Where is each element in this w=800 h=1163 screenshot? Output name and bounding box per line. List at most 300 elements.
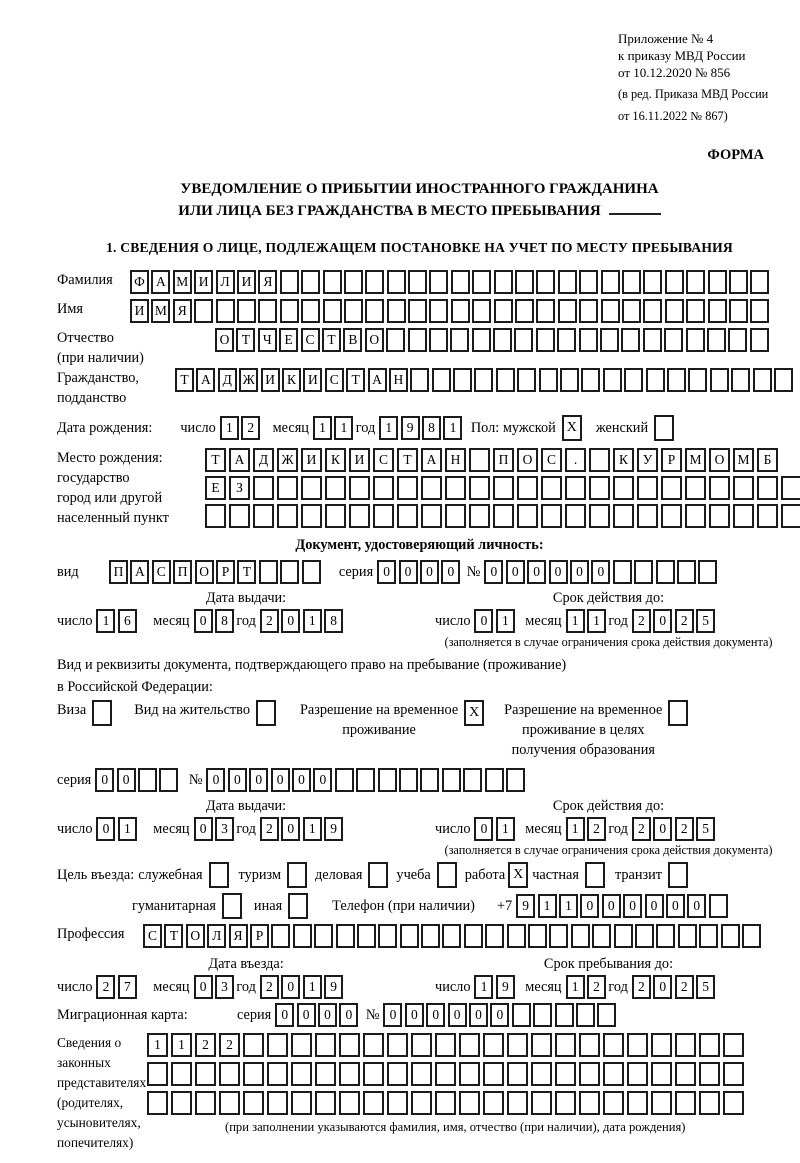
- char-cell[interactable]: [742, 924, 761, 948]
- char-cell[interactable]: 0: [570, 560, 589, 584]
- char-cell[interactable]: [435, 1033, 456, 1057]
- char-cell[interactable]: [733, 476, 754, 500]
- char-cell[interactable]: [627, 1062, 648, 1086]
- char-cell[interactable]: [195, 1062, 216, 1086]
- char-cell[interactable]: [643, 328, 662, 352]
- char-cell[interactable]: [363, 1062, 384, 1086]
- char-cell[interactable]: [315, 1033, 336, 1057]
- char-cell[interactable]: 0: [95, 768, 114, 792]
- char-cell[interactable]: 8: [215, 609, 234, 633]
- char-cell[interactable]: [512, 1003, 531, 1027]
- char-cell[interactable]: 9: [324, 975, 343, 999]
- char-cell[interactable]: [558, 299, 577, 323]
- char-cell[interactable]: [445, 504, 466, 528]
- char-cell[interactable]: 1: [118, 817, 137, 841]
- purpose-tourism-checkbox[interactable]: [287, 862, 307, 888]
- char-cell[interactable]: И: [194, 270, 213, 294]
- char-cell[interactable]: [216, 299, 235, 323]
- char-cell[interactable]: [536, 270, 555, 294]
- char-cell[interactable]: [243, 1091, 264, 1115]
- char-cell[interactable]: [560, 368, 579, 392]
- char-cell[interactable]: О: [365, 328, 384, 352]
- char-cell[interactable]: 1: [147, 1033, 168, 1057]
- char-cell[interactable]: [410, 368, 429, 392]
- char-cell[interactable]: [685, 476, 706, 500]
- char-cell[interactable]: [267, 1033, 288, 1057]
- char-cell[interactable]: 0: [275, 1003, 294, 1027]
- char-cell[interactable]: Н: [445, 448, 466, 472]
- char-cell[interactable]: Д: [218, 368, 237, 392]
- char-cell[interactable]: 1: [538, 894, 557, 918]
- char-cell[interactable]: Ж: [239, 368, 258, 392]
- char-cell[interactable]: [613, 560, 632, 584]
- char-cell[interactable]: [757, 504, 778, 528]
- char-cell[interactable]: [651, 1062, 672, 1086]
- char-cell[interactable]: Т: [237, 560, 256, 584]
- char-cell[interactable]: [678, 924, 697, 948]
- char-cell[interactable]: [699, 1062, 720, 1086]
- char-cell[interactable]: К: [325, 448, 346, 472]
- char-cell[interactable]: [171, 1091, 192, 1115]
- char-cell[interactable]: 0: [281, 817, 300, 841]
- char-cell[interactable]: [721, 924, 740, 948]
- char-cell[interactable]: [685, 504, 706, 528]
- char-cell[interactable]: [442, 924, 461, 948]
- char-cell[interactable]: Т: [175, 368, 194, 392]
- char-cell[interactable]: [634, 560, 653, 584]
- char-cell[interactable]: [267, 1062, 288, 1086]
- char-cell[interactable]: [397, 476, 418, 500]
- char-cell[interactable]: 0: [645, 894, 664, 918]
- char-cell[interactable]: [325, 504, 346, 528]
- char-cell[interactable]: 2: [260, 817, 279, 841]
- char-cell[interactable]: [603, 1091, 624, 1115]
- char-cell[interactable]: [459, 1033, 480, 1057]
- char-cell[interactable]: Я: [229, 924, 248, 948]
- char-cell[interactable]: Т: [236, 328, 255, 352]
- char-cell[interactable]: [400, 924, 419, 948]
- char-cell[interactable]: [302, 560, 321, 584]
- char-cell[interactable]: 0: [249, 768, 268, 792]
- char-cell[interactable]: [147, 1091, 168, 1115]
- char-cell[interactable]: [555, 1062, 576, 1086]
- purpose-transit-checkbox[interactable]: [668, 862, 688, 888]
- char-cell[interactable]: 0: [399, 560, 418, 584]
- char-cell[interactable]: 5: [696, 817, 715, 841]
- char-cell[interactable]: Н: [389, 368, 408, 392]
- char-cell[interactable]: С: [301, 328, 320, 352]
- char-cell[interactable]: [565, 504, 586, 528]
- char-cell[interactable]: В: [343, 328, 362, 352]
- char-cell[interactable]: Ч: [258, 328, 277, 352]
- char-cell[interactable]: [365, 299, 384, 323]
- char-cell[interactable]: 1: [566, 817, 585, 841]
- char-cell[interactable]: [432, 368, 451, 392]
- char-cell[interactable]: 0: [281, 609, 300, 633]
- char-cell[interactable]: [514, 328, 533, 352]
- char-cell[interactable]: [579, 1062, 600, 1086]
- char-cell[interactable]: А: [421, 448, 442, 472]
- char-cell[interactable]: [373, 504, 394, 528]
- char-cell[interactable]: [271, 924, 290, 948]
- char-cell[interactable]: [387, 299, 406, 323]
- char-cell[interactable]: 3: [215, 817, 234, 841]
- char-cell[interactable]: [698, 560, 717, 584]
- char-cell[interactable]: П: [493, 448, 514, 472]
- char-cell[interactable]: [291, 1062, 312, 1086]
- char-cell[interactable]: [373, 476, 394, 500]
- char-cell[interactable]: [314, 924, 333, 948]
- char-cell[interactable]: 1: [496, 817, 515, 841]
- char-cell[interactable]: [336, 924, 355, 948]
- char-cell[interactable]: [483, 1033, 504, 1057]
- char-cell[interactable]: [677, 560, 696, 584]
- char-cell[interactable]: [301, 476, 322, 500]
- char-cell[interactable]: А: [368, 368, 387, 392]
- char-cell[interactable]: [643, 270, 662, 294]
- char-cell[interactable]: [675, 1062, 696, 1086]
- char-cell[interactable]: 1: [566, 609, 585, 633]
- char-cell[interactable]: 0: [426, 1003, 445, 1027]
- purpose-other-checkbox[interactable]: [288, 893, 308, 919]
- char-cell[interactable]: [757, 476, 778, 500]
- char-cell[interactable]: З: [229, 476, 250, 500]
- char-cell[interactable]: [517, 476, 538, 500]
- char-cell[interactable]: [576, 1003, 595, 1027]
- char-cell[interactable]: [515, 299, 534, 323]
- char-cell[interactable]: [474, 368, 493, 392]
- char-cell[interactable]: [565, 476, 586, 500]
- char-cell[interactable]: О: [709, 448, 730, 472]
- char-cell[interactable]: [528, 924, 547, 948]
- char-cell[interactable]: [531, 1062, 552, 1086]
- char-cell[interactable]: С: [325, 368, 344, 392]
- temp-residence-checkbox[interactable]: X: [464, 700, 484, 726]
- char-cell[interactable]: 0: [549, 560, 568, 584]
- char-cell[interactable]: А: [196, 368, 215, 392]
- char-cell[interactable]: [485, 924, 504, 948]
- char-cell[interactable]: [493, 328, 512, 352]
- char-cell[interactable]: [613, 504, 634, 528]
- char-cell[interactable]: [723, 1091, 744, 1115]
- char-cell[interactable]: [627, 1033, 648, 1057]
- char-cell[interactable]: 0: [271, 768, 290, 792]
- char-cell[interactable]: 9: [516, 894, 535, 918]
- char-cell[interactable]: [453, 368, 472, 392]
- char-cell[interactable]: 2: [675, 817, 694, 841]
- char-cell[interactable]: 0: [292, 768, 311, 792]
- char-cell[interactable]: 0: [313, 768, 332, 792]
- char-cell[interactable]: [301, 270, 320, 294]
- char-cell[interactable]: Р: [661, 448, 682, 472]
- char-cell[interactable]: П: [173, 560, 192, 584]
- char-cell[interactable]: [429, 270, 448, 294]
- char-cell[interactable]: [536, 328, 555, 352]
- char-cell[interactable]: [686, 328, 705, 352]
- char-cell[interactable]: [708, 299, 727, 323]
- char-cell[interactable]: 2: [632, 975, 651, 999]
- char-cell[interactable]: [421, 504, 442, 528]
- char-cell[interactable]: 9: [496, 975, 515, 999]
- char-cell[interactable]: [507, 1091, 528, 1115]
- char-cell[interactable]: [579, 1033, 600, 1057]
- char-cell[interactable]: 9: [324, 817, 343, 841]
- char-cell[interactable]: [507, 1062, 528, 1086]
- char-cell[interactable]: Я: [258, 270, 277, 294]
- char-cell[interactable]: [435, 1062, 456, 1086]
- char-cell[interactable]: .: [565, 448, 586, 472]
- char-cell[interactable]: 0: [206, 768, 225, 792]
- char-cell[interactable]: С: [373, 448, 394, 472]
- char-cell[interactable]: 1: [303, 609, 322, 633]
- char-cell[interactable]: [408, 270, 427, 294]
- char-cell[interactable]: Я: [173, 299, 192, 323]
- char-cell[interactable]: Р: [250, 924, 269, 948]
- char-cell[interactable]: 0: [469, 1003, 488, 1027]
- char-cell[interactable]: [237, 299, 256, 323]
- char-cell[interactable]: [420, 768, 439, 792]
- char-cell[interactable]: [445, 476, 466, 500]
- char-cell[interactable]: [472, 270, 491, 294]
- char-cell[interactable]: [493, 504, 514, 528]
- char-cell[interactable]: 0: [405, 1003, 424, 1027]
- char-cell[interactable]: [301, 299, 320, 323]
- char-cell[interactable]: [709, 476, 730, 500]
- char-cell[interactable]: 0: [687, 894, 706, 918]
- char-cell[interactable]: [656, 924, 675, 948]
- char-cell[interactable]: [339, 1062, 360, 1086]
- char-cell[interactable]: [774, 368, 793, 392]
- char-cell[interactable]: 1: [496, 609, 515, 633]
- char-cell[interactable]: 1: [566, 975, 585, 999]
- char-cell[interactable]: [579, 299, 598, 323]
- char-cell[interactable]: [601, 270, 620, 294]
- char-cell[interactable]: [637, 476, 658, 500]
- char-cell[interactable]: [408, 328, 427, 352]
- char-cell[interactable]: [387, 1033, 408, 1057]
- char-cell[interactable]: [622, 270, 641, 294]
- char-cell[interactable]: 2: [675, 975, 694, 999]
- char-cell[interactable]: [365, 270, 384, 294]
- char-cell[interactable]: И: [303, 368, 322, 392]
- char-cell[interactable]: [708, 270, 727, 294]
- char-cell[interactable]: [344, 270, 363, 294]
- char-cell[interactable]: [750, 270, 769, 294]
- char-cell[interactable]: Т: [397, 448, 418, 472]
- char-cell[interactable]: Т: [346, 368, 365, 392]
- char-cell[interactable]: [485, 768, 504, 792]
- char-cell[interactable]: [323, 299, 342, 323]
- char-cell[interactable]: 2: [241, 416, 260, 440]
- char-cell[interactable]: [493, 476, 514, 500]
- char-cell[interactable]: 9: [401, 416, 420, 440]
- char-cell[interactable]: 0: [228, 768, 247, 792]
- char-cell[interactable]: 0: [474, 609, 493, 633]
- char-cell[interactable]: [571, 924, 590, 948]
- char-cell[interactable]: М: [685, 448, 706, 472]
- char-cell[interactable]: [258, 299, 277, 323]
- char-cell[interactable]: [253, 504, 274, 528]
- char-cell[interactable]: [579, 328, 598, 352]
- char-cell[interactable]: К: [613, 448, 634, 472]
- char-cell[interactable]: 0: [339, 1003, 358, 1027]
- char-cell[interactable]: [451, 270, 470, 294]
- char-cell[interactable]: 0: [194, 609, 213, 633]
- char-cell[interactable]: [450, 328, 469, 352]
- char-cell[interactable]: 0: [194, 817, 213, 841]
- char-cell[interactable]: [435, 1091, 456, 1115]
- char-cell[interactable]: [656, 560, 675, 584]
- char-cell[interactable]: 1: [474, 975, 493, 999]
- char-cell[interactable]: [496, 368, 515, 392]
- char-cell[interactable]: Е: [205, 476, 226, 500]
- char-cell[interactable]: [219, 1091, 240, 1115]
- char-cell[interactable]: [646, 368, 665, 392]
- char-cell[interactable]: О: [517, 448, 538, 472]
- char-cell[interactable]: [507, 924, 526, 948]
- char-cell[interactable]: С: [152, 560, 171, 584]
- char-cell[interactable]: [349, 476, 370, 500]
- char-cell[interactable]: [531, 1033, 552, 1057]
- char-cell[interactable]: [293, 924, 312, 948]
- char-cell[interactable]: 2: [219, 1033, 240, 1057]
- char-cell[interactable]: [451, 299, 470, 323]
- char-cell[interactable]: [315, 1091, 336, 1115]
- char-cell[interactable]: [459, 1091, 480, 1115]
- char-cell[interactable]: 0: [474, 817, 493, 841]
- char-cell[interactable]: 1: [379, 416, 398, 440]
- char-cell[interactable]: 1: [220, 416, 239, 440]
- char-cell[interactable]: [194, 299, 213, 323]
- char-cell[interactable]: [558, 270, 577, 294]
- char-cell[interactable]: 0: [281, 975, 300, 999]
- purpose-work-checkbox[interactable]: X: [508, 862, 528, 888]
- purpose-official-checkbox[interactable]: [209, 862, 229, 888]
- char-cell[interactable]: [621, 328, 640, 352]
- char-cell[interactable]: [603, 1062, 624, 1086]
- char-cell[interactable]: 0: [484, 560, 503, 584]
- char-cell[interactable]: 0: [506, 560, 525, 584]
- char-cell[interactable]: [589, 504, 610, 528]
- char-cell[interactable]: [710, 368, 729, 392]
- char-cell[interactable]: [600, 328, 619, 352]
- char-cell[interactable]: А: [229, 448, 250, 472]
- char-cell[interactable]: 5: [696, 609, 715, 633]
- char-cell[interactable]: О: [215, 328, 234, 352]
- char-cell[interactable]: О: [195, 560, 214, 584]
- char-cell[interactable]: [533, 1003, 552, 1027]
- char-cell[interactable]: О: [186, 924, 205, 948]
- char-cell[interactable]: [464, 924, 483, 948]
- char-cell[interactable]: И: [130, 299, 149, 323]
- char-cell[interactable]: С: [541, 448, 562, 472]
- char-cell[interactable]: [661, 476, 682, 500]
- char-cell[interactable]: [421, 476, 442, 500]
- char-cell[interactable]: 0: [117, 768, 136, 792]
- char-cell[interactable]: 2: [260, 975, 279, 999]
- char-cell[interactable]: 7: [118, 975, 137, 999]
- char-cell[interactable]: [259, 560, 278, 584]
- char-cell[interactable]: [699, 1091, 720, 1115]
- purpose-private-checkbox[interactable]: [585, 862, 605, 888]
- char-cell[interactable]: Б: [757, 448, 778, 472]
- char-cell[interactable]: [515, 270, 534, 294]
- char-cell[interactable]: [731, 368, 750, 392]
- char-cell[interactable]: [729, 299, 748, 323]
- char-cell[interactable]: 0: [602, 894, 621, 918]
- char-cell[interactable]: 6: [118, 609, 137, 633]
- char-cell[interactable]: [243, 1033, 264, 1057]
- char-cell[interactable]: [733, 504, 754, 528]
- char-cell[interactable]: [549, 924, 568, 948]
- char-cell[interactable]: [651, 1091, 672, 1115]
- char-cell[interactable]: [665, 299, 684, 323]
- char-cell[interactable]: [463, 768, 482, 792]
- char-cell[interactable]: [483, 1091, 504, 1115]
- char-cell[interactable]: [280, 560, 299, 584]
- char-cell[interactable]: [643, 299, 662, 323]
- char-cell[interactable]: [597, 1003, 616, 1027]
- char-cell[interactable]: [469, 448, 490, 472]
- char-cell[interactable]: Е: [279, 328, 298, 352]
- char-cell[interactable]: [253, 476, 274, 500]
- char-cell[interactable]: [219, 1062, 240, 1086]
- char-cell[interactable]: [555, 1091, 576, 1115]
- char-cell[interactable]: П: [109, 560, 128, 584]
- char-cell[interactable]: [411, 1091, 432, 1115]
- char-cell[interactable]: [601, 299, 620, 323]
- char-cell[interactable]: 0: [666, 894, 685, 918]
- char-cell[interactable]: У: [637, 448, 658, 472]
- purpose-humanitarian-checkbox[interactable]: [222, 893, 242, 919]
- char-cell[interactable]: [280, 299, 299, 323]
- char-cell[interactable]: [661, 504, 682, 528]
- char-cell[interactable]: 0: [318, 1003, 337, 1027]
- char-cell[interactable]: Р: [216, 560, 235, 584]
- char-cell[interactable]: [699, 1033, 720, 1057]
- char-cell[interactable]: [723, 1062, 744, 1086]
- char-cell[interactable]: 1: [587, 609, 606, 633]
- purpose-business-checkbox[interactable]: [368, 862, 388, 888]
- char-cell[interactable]: 0: [383, 1003, 402, 1027]
- char-cell[interactable]: [138, 768, 157, 792]
- char-cell[interactable]: 1: [171, 1033, 192, 1057]
- char-cell[interactable]: [517, 368, 536, 392]
- char-cell[interactable]: [429, 328, 448, 352]
- char-cell[interactable]: [387, 1062, 408, 1086]
- char-cell[interactable]: [781, 504, 800, 528]
- char-cell[interactable]: 0: [623, 894, 642, 918]
- char-cell[interactable]: 0: [194, 975, 213, 999]
- char-cell[interactable]: [280, 270, 299, 294]
- char-cell[interactable]: Л: [216, 270, 235, 294]
- char-cell[interactable]: [408, 299, 427, 323]
- char-cell[interactable]: [507, 1033, 528, 1057]
- char-cell[interactable]: А: [130, 560, 149, 584]
- char-cell[interactable]: 1: [96, 609, 115, 633]
- char-cell[interactable]: 2: [195, 1033, 216, 1057]
- char-cell[interactable]: М: [733, 448, 754, 472]
- char-cell[interactable]: 1: [303, 817, 322, 841]
- char-cell[interactable]: [399, 768, 418, 792]
- char-cell[interactable]: [592, 924, 611, 948]
- char-cell[interactable]: С: [143, 924, 162, 948]
- char-cell[interactable]: [664, 328, 683, 352]
- char-cell[interactable]: [356, 768, 375, 792]
- char-cell[interactable]: 0: [297, 1003, 316, 1027]
- char-cell[interactable]: 2: [632, 817, 651, 841]
- char-cell[interactable]: 5: [696, 975, 715, 999]
